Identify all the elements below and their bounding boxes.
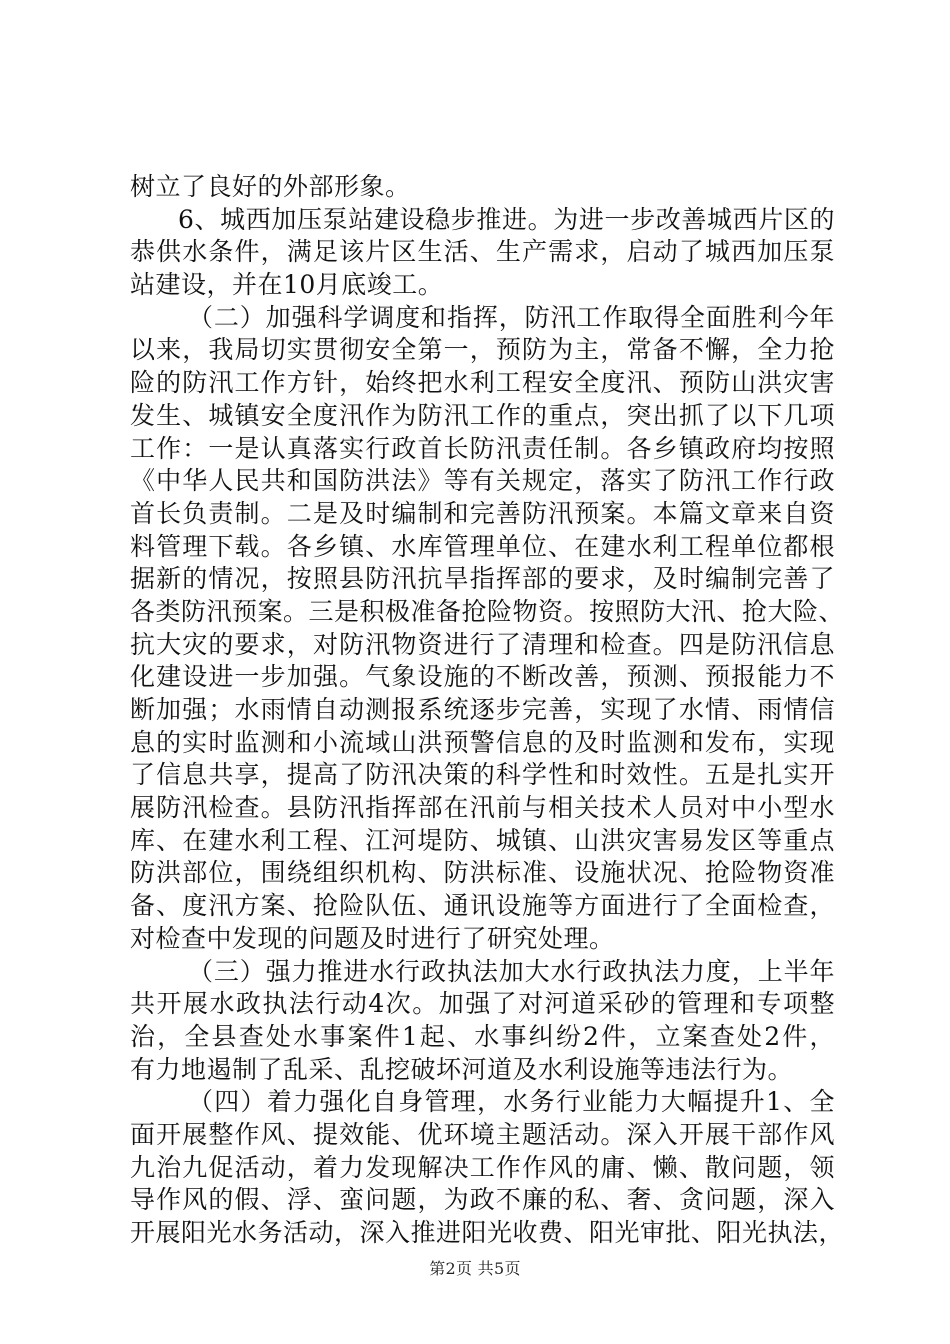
text-line: 备、度汛方案、抢险队伍、通讯设施等方面进行了全面检查， [130, 891, 835, 921]
text-line: （三）强力推进水行政执法加大水行政执法力度，上半年 [188, 956, 835, 986]
text-line: 息的实时监测和小流域山洪预警信息的及时监测和发布，实现 [130, 727, 835, 757]
text-line: （二）加强科学调度和指挥，防汛工作取得全面胜利今年 [188, 302, 835, 332]
text-line: 面开展整作风、提效能、优环境主题活动。深入开展干部作风 [130, 1119, 835, 1149]
text-line: 料管理下载。各乡镇、水库管理单位、在建水利工程单位都根 [130, 531, 835, 561]
text-line: 了信息共享，提高了防汛决策的科学性和时效性。五是扎实开 [130, 760, 835, 790]
page-number-footer: 第2页 共5页 [429, 1259, 521, 1278]
text-line: 共开展水政执法行动4次。加强了对河道采砂的管理和专项整 [130, 989, 835, 1019]
body-text [130, 171, 845, 1250]
text-line: 断加强；水雨情自动测报系统逐步完善，实现了水情、雨情信 [130, 695, 835, 724]
text-line: 治，全县查处水事案件1起、水事纠纷2件，立案查处2件， [130, 1021, 835, 1051]
text-line: 库、在建水利工程、江河堤防、城镇、山洪灾害易发区等重点 [130, 825, 835, 855]
text-line: 发生、城镇安全度汛作为防汛工作的重点，突出抓了以下几项 [130, 400, 835, 430]
text-line: 各类防汛预案。三是积极准备抢险物资。按照防大汛、抢大险、 [130, 596, 845, 626]
text-line: 对检查中发现的问题及时进行了研究处理。 [130, 923, 615, 953]
text-line: 九治九促活动，着力发现解决工作作风的庸、懒、散问题，领 [130, 1152, 835, 1182]
text-line: 树立了良好的外部形象。 [130, 172, 411, 201]
text-line: 《中华人民共和国防洪法》等有关规定，落实了防汛工作行政 [130, 466, 835, 496]
text-line: 以来，我局切实贯彻安全第一，预防为主，常备不懈，全力抢 [130, 335, 835, 365]
text-line: 展防汛检查。县防汛指挥部在汛前与相关技术人员对中小型水 [130, 793, 835, 823]
text-line: 首长负责制。二是及时编制和完善防汛预案。本篇文章来自资 [130, 498, 835, 528]
text-line: （四）着力强化自身管理，水务行业能力大幅提升1、全 [188, 1087, 835, 1117]
text-line: 开展阳光水务活动，深入推进阳光收费、阳光审批、阳光执法， [130, 1218, 845, 1247]
text-line: 防洪部位，围绕组织机构、防洪标准、设施状况、抢险物资准 [130, 858, 835, 888]
text-line: 化建设进一步加强。气象设施的不断改善，预测、预报能力不 [130, 662, 835, 692]
text-line: 6、城西加压泵站建设稳步推进。为进一步改善城西片区的 [178, 204, 835, 234]
text-line: 站建设，并在10月底竣工。 [130, 270, 444, 300]
text-line: 工作：一是认真落实行政首长防汛责任制。各乡镇政府均按照 [130, 433, 835, 463]
text-line: 导作风的假、浮、蛮问题，为政不廉的私、奢、贪问题，深入 [130, 1185, 835, 1215]
text-line: 恭供水条件，满足该片区生活、生产需求，启动了城西加压泵 [130, 237, 835, 267]
text-line: 抗大灾的要求，对防汛物资进行了清理和检查。四是防汛信息 [130, 629, 835, 659]
text-line: 据新的情况，按照县防汛抗旱指挥部的要求，及时编制完善了 [130, 564, 835, 594]
text-line: 险的防汛工作方针，始终把水利工程安全度汛、预防山洪灾害 [130, 368, 835, 398]
text-line: 有力地遏制了乱采、乱挖破坏河道及水利设施等违法行为。 [130, 1054, 794, 1084]
